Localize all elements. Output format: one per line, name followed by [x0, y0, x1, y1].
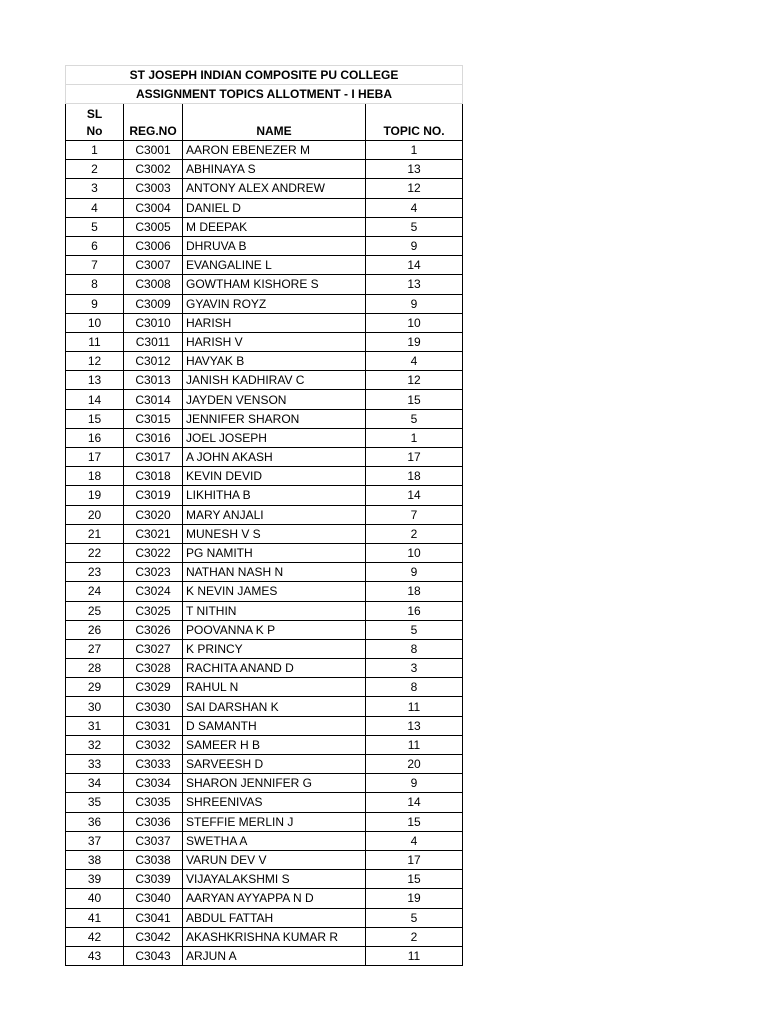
table-row: [66, 735, 463, 754]
topic-no-cell: 12: [366, 371, 463, 390]
topic-no-cell: 9: [366, 774, 463, 793]
name-cell: A JOHN AKASH: [183, 448, 366, 467]
topic-no-cell: 1: [366, 141, 463, 160]
topic-no-cell: 7: [366, 505, 463, 524]
topic-no-cell: 10: [366, 313, 463, 332]
reg-no-cell: C3026: [124, 620, 183, 639]
table-row: [66, 639, 463, 658]
table-row: [66, 850, 463, 869]
topic-no-cell: 12: [366, 179, 463, 198]
topic-no-cell: 13: [366, 716, 463, 735]
header-sl-line1: SL: [86, 107, 103, 121]
sl-no-cell: 1: [66, 141, 124, 160]
table-row: [66, 524, 463, 543]
name-cell: D SAMANTH: [183, 716, 366, 735]
sl-no-cell: 11: [66, 332, 124, 351]
table-row: [66, 946, 463, 965]
name-cell: VIJAYALAKSHMI S: [183, 870, 366, 889]
table-row: [66, 563, 463, 582]
reg-no-cell: C3007: [124, 256, 183, 275]
reg-no-cell: C3009: [124, 294, 183, 313]
sl-no-cell: 42: [66, 927, 124, 946]
sl-no-cell: 20: [66, 505, 124, 524]
reg-no-cell: C3020: [124, 505, 183, 524]
reg-no-cell: C3014: [124, 390, 183, 409]
reg-no-cell: C3039: [124, 870, 183, 889]
sl-no-cell: 14: [66, 390, 124, 409]
name-cell: HARISH V: [183, 332, 366, 351]
sl-no-cell: 33: [66, 755, 124, 774]
sl-no-cell: 31: [66, 716, 124, 735]
sl-no-cell: 26: [66, 620, 124, 639]
topic-no-cell: 13: [366, 275, 463, 294]
name-cell: ABDUL FATTAH: [183, 908, 366, 927]
reg-no-cell: C3033: [124, 755, 183, 774]
reg-no-cell: C3019: [124, 486, 183, 505]
sl-no-cell: 28: [66, 659, 124, 678]
table-row: [66, 620, 463, 639]
reg-no-cell: C3028: [124, 659, 183, 678]
sl-no-cell: 34: [66, 774, 124, 793]
name-cell: MARY ANJALI: [183, 505, 366, 524]
reg-no-cell: C3012: [124, 352, 183, 371]
topic-no-cell: 1: [366, 428, 463, 447]
name-cell: SHREENIVAS: [183, 793, 366, 812]
reg-no-cell: C3040: [124, 889, 183, 908]
topic-no-cell: 10: [366, 543, 463, 562]
sl-no-cell: 13: [66, 371, 124, 390]
name-cell: MUNESH V S: [183, 524, 366, 543]
topic-no-cell: 11: [366, 697, 463, 716]
sl-no-cell: 19: [66, 486, 124, 505]
sl-no-cell: 38: [66, 850, 124, 869]
reg-no-cell: C3013: [124, 371, 183, 390]
topic-no-cell: 14: [366, 486, 463, 505]
sl-no-cell: 39: [66, 870, 124, 889]
table-row: [66, 543, 463, 562]
topic-no-cell: 20: [366, 755, 463, 774]
topic-no-cell: 2: [366, 524, 463, 543]
reg-no-cell: C3030: [124, 697, 183, 716]
topic-no-cell: 15: [366, 870, 463, 889]
topic-no-cell: 19: [366, 332, 463, 351]
name-cell: GOWTHAM KISHORE S: [183, 275, 366, 294]
sl-no-cell: 27: [66, 639, 124, 658]
table-row: [66, 428, 463, 447]
name-cell: PG NAMITH: [183, 543, 366, 562]
table-row: [66, 371, 463, 390]
reg-no-cell: C3023: [124, 563, 183, 582]
reg-no-cell: C3021: [124, 524, 183, 543]
topic-no-cell: 16: [366, 601, 463, 620]
reg-no-cell: C3042: [124, 927, 183, 946]
name-cell: RAHUL N: [183, 678, 366, 697]
name-cell: EVANGALINE L: [183, 256, 366, 275]
table-row: [66, 831, 463, 850]
name-cell: SHARON JENNIFER G: [183, 774, 366, 793]
reg-no-cell: C3027: [124, 639, 183, 658]
name-cell: SAMEER H B: [183, 735, 366, 754]
table-row: [66, 678, 463, 697]
sl-no-cell: 35: [66, 793, 124, 812]
sl-no-cell: 43: [66, 946, 124, 965]
reg-no-cell: C3036: [124, 812, 183, 831]
topic-no-cell: 8: [366, 678, 463, 697]
table-row: [66, 141, 463, 160]
reg-no-cell: C3008: [124, 275, 183, 294]
sl-no-cell: 36: [66, 812, 124, 831]
reg-no-cell: C3002: [124, 160, 183, 179]
name-cell: ARJUN A: [183, 946, 366, 965]
reg-no-cell: C3037: [124, 831, 183, 850]
name-cell: DANIEL D: [183, 198, 366, 217]
reg-no-cell: C3038: [124, 850, 183, 869]
sl-no-cell: 37: [66, 831, 124, 850]
sl-no-cell: 5: [66, 217, 124, 236]
name-cell: AARON EBENEZER M: [183, 141, 366, 160]
table-row: [66, 908, 463, 927]
table-row: [66, 256, 463, 275]
topic-no-cell: 17: [366, 850, 463, 869]
topic-no-cell: 4: [366, 352, 463, 371]
sl-no-cell: 2: [66, 160, 124, 179]
topic-no-cell: 11: [366, 946, 463, 965]
name-cell: JENNIFER SHARON: [183, 409, 366, 428]
name-cell: DHRUVA B: [183, 236, 366, 255]
topic-no-cell: 14: [366, 256, 463, 275]
name-cell: K PRINCY: [183, 639, 366, 658]
name-cell: NATHAN NASH N: [183, 563, 366, 582]
sl-no-cell: 23: [66, 563, 124, 582]
topic-no-cell: 15: [366, 390, 463, 409]
table-row: [66, 927, 463, 946]
topic-no-cell: 14: [366, 793, 463, 812]
name-cell: KEVIN DEVID: [183, 467, 366, 486]
reg-no-cell: C3006: [124, 236, 183, 255]
name-cell: T NITHIN: [183, 601, 366, 620]
table-row: [66, 198, 463, 217]
sl-no-cell: 7: [66, 256, 124, 275]
name-cell: AKASHKRISHNA KUMAR R: [183, 927, 366, 946]
table-row: [66, 390, 463, 409]
table-row: [66, 409, 463, 428]
sl-no-cell: 15: [66, 409, 124, 428]
reg-no-cell: C3025: [124, 601, 183, 620]
sl-no-cell: 10: [66, 313, 124, 332]
name-cell: HAVYAK B: [183, 352, 366, 371]
table-row: [66, 294, 463, 313]
reg-no-cell: C3031: [124, 716, 183, 735]
reg-no-cell: C3004: [124, 198, 183, 217]
reg-no-cell: C3018: [124, 467, 183, 486]
table-row: [66, 160, 463, 179]
reg-no-cell: C3034: [124, 774, 183, 793]
topic-no-cell: 5: [366, 620, 463, 639]
topic-no-cell: 8: [366, 639, 463, 658]
sl-no-cell: 41: [66, 908, 124, 927]
table-row: [66, 217, 463, 236]
sl-no-cell: 25: [66, 601, 124, 620]
sl-no-cell: 29: [66, 678, 124, 697]
header-sl-no: [66, 104, 124, 141]
topic-no-cell: 5: [366, 908, 463, 927]
reg-no-cell: C3016: [124, 428, 183, 447]
table-row: [66, 448, 463, 467]
name-cell: JANISH KADHIRAV C: [183, 371, 366, 390]
name-cell: SARVEESH D: [183, 755, 366, 774]
header-reg-no: REG.NO: [124, 104, 183, 141]
reg-no-cell: C3011: [124, 332, 183, 351]
name-cell: VARUN DEV V: [183, 850, 366, 869]
sl-no-cell: 17: [66, 448, 124, 467]
name-cell: STEFFIE MERLIN J: [183, 812, 366, 831]
table-row: [66, 812, 463, 831]
name-cell: M DEEPAK: [183, 217, 366, 236]
reg-no-cell: C3017: [124, 448, 183, 467]
name-cell: ABHINAYA S: [183, 160, 366, 179]
sl-no-cell: 3: [66, 179, 124, 198]
topic-no-cell: 5: [366, 409, 463, 428]
topic-no-cell: 18: [366, 582, 463, 601]
name-cell: AARYAN AYYAPPA N D: [183, 889, 366, 908]
topic-no-cell: 9: [366, 294, 463, 313]
topic-no-cell: 4: [366, 198, 463, 217]
sl-no-cell: 6: [66, 236, 124, 255]
reg-no-cell: C3035: [124, 793, 183, 812]
reg-no-cell: C3043: [124, 946, 183, 965]
table-row: [66, 236, 463, 255]
topic-no-cell: 18: [366, 467, 463, 486]
table-row: [66, 716, 463, 735]
name-cell: ANTONY ALEX ANDREW: [183, 179, 366, 198]
name-cell: GYAVIN ROYZ: [183, 294, 366, 313]
sl-no-cell: 24: [66, 582, 124, 601]
table-row: [66, 774, 463, 793]
sl-no-cell: 32: [66, 735, 124, 754]
topic-no-cell: 13: [366, 160, 463, 179]
table-row: [66, 793, 463, 812]
topic-no-cell: 9: [366, 563, 463, 582]
header-topic-no: TOPIC NO.: [366, 104, 463, 141]
allotment-table: [65, 65, 463, 966]
reg-no-cell: C3041: [124, 908, 183, 927]
sl-no-cell: 4: [66, 198, 124, 217]
header-name: NAME: [183, 104, 366, 141]
table-row: [66, 601, 463, 620]
topic-no-cell: 4: [366, 831, 463, 850]
header-sl-line2: No: [86, 124, 103, 138]
reg-no-cell: C3029: [124, 678, 183, 697]
topic-no-cell: 5: [366, 217, 463, 236]
sl-no-cell: 18: [66, 467, 124, 486]
table-row: [66, 582, 463, 601]
name-cell: LIKHITHA B: [183, 486, 366, 505]
reg-no-cell: C3032: [124, 735, 183, 754]
table-row: [66, 505, 463, 524]
topic-no-cell: 17: [366, 448, 463, 467]
header-row: [66, 104, 463, 141]
topic-no-cell: 9: [366, 236, 463, 255]
sl-no-cell: 12: [66, 352, 124, 371]
name-cell: HARISH: [183, 313, 366, 332]
name-cell: K NEVIN JAMES: [183, 582, 366, 601]
table-row: [66, 179, 463, 198]
reg-no-cell: C3010: [124, 313, 183, 332]
name-cell: POOVANNA K P: [183, 620, 366, 639]
table-row: [66, 467, 463, 486]
sl-no-cell: 22: [66, 543, 124, 562]
name-cell: SAI DARSHAN K: [183, 697, 366, 716]
document-title: ST JOSEPH INDIAN COMPOSITE PU COLLEGE: [66, 66, 463, 85]
table-row: [66, 332, 463, 351]
table-row: [66, 275, 463, 294]
sl-no-cell: 40: [66, 889, 124, 908]
sl-no-cell: 21: [66, 524, 124, 543]
table-row: [66, 697, 463, 716]
topic-no-cell: 19: [366, 889, 463, 908]
table-row: [66, 659, 463, 678]
subtitle-row: [66, 85, 463, 104]
reg-no-cell: C3015: [124, 409, 183, 428]
topic-no-cell: 11: [366, 735, 463, 754]
document-subtitle: ASSIGNMENT TOPICS ALLOTMENT - I HEBA: [66, 85, 463, 104]
name-cell: JAYDEN VENSON: [183, 390, 366, 409]
reg-no-cell: C3024: [124, 582, 183, 601]
reg-no-cell: C3001: [124, 141, 183, 160]
table-row: [66, 352, 463, 371]
sl-no-cell: 16: [66, 428, 124, 447]
reg-no-cell: C3003: [124, 179, 183, 198]
table-row: [66, 870, 463, 889]
sl-no-cell: 8: [66, 275, 124, 294]
topic-no-cell: 15: [366, 812, 463, 831]
table-row: [66, 889, 463, 908]
topic-no-cell: 3: [366, 659, 463, 678]
sl-no-cell: 30: [66, 697, 124, 716]
table-row: [66, 486, 463, 505]
reg-no-cell: C3005: [124, 217, 183, 236]
name-cell: RACHITA ANAND D: [183, 659, 366, 678]
name-cell: SWETHA A: [183, 831, 366, 850]
table-row: [66, 755, 463, 774]
allotment-sheet: [65, 65, 462, 966]
sl-no-cell: 9: [66, 294, 124, 313]
topic-no-cell: 2: [366, 927, 463, 946]
reg-no-cell: C3022: [124, 543, 183, 562]
name-cell: JOEL JOSEPH: [183, 428, 366, 447]
table-row: [66, 313, 463, 332]
title-row: [66, 66, 463, 85]
